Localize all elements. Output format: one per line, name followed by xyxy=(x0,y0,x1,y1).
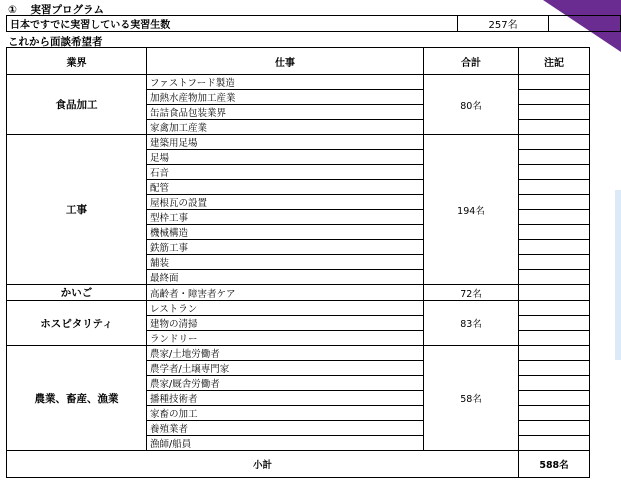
note-cell xyxy=(519,195,590,210)
side-decoration xyxy=(615,190,621,360)
note-cell xyxy=(519,75,590,90)
note-cell xyxy=(519,90,590,105)
note-cell xyxy=(519,331,590,346)
section-number: ① xyxy=(8,4,17,16)
job-cell: 農家/厩舎労働者 xyxy=(147,376,424,391)
job-cell: 加熱水産物加工産業 xyxy=(147,90,424,105)
header-row xyxy=(7,48,590,75)
note-cell xyxy=(519,105,590,120)
program-table xyxy=(6,47,590,478)
job-cell: ファストフード製造 xyxy=(147,75,424,90)
note-cell xyxy=(519,240,590,255)
note-cell xyxy=(519,301,590,316)
summary-label: 日本ですでに実習している実習生数 xyxy=(7,16,458,32)
note-cell xyxy=(519,180,590,195)
job-cell: 石音 xyxy=(147,165,424,180)
table-row xyxy=(7,135,590,150)
summary-value: 257名 xyxy=(457,16,549,32)
job-cell: 建物の清掃 xyxy=(147,316,424,331)
job-cell: 足場 xyxy=(147,150,424,165)
job-cell: 屋根瓦の設置 xyxy=(147,195,424,210)
table-row xyxy=(7,346,590,361)
industry-cell: 食品加工 xyxy=(7,75,147,135)
job-cell: 最終面 xyxy=(147,270,424,285)
note-cell xyxy=(519,225,590,240)
note-cell xyxy=(519,316,590,331)
industry-cell: ホスピタリティ xyxy=(7,301,147,346)
job-cell: 高齢者・障害者ケア xyxy=(147,285,424,301)
industry-cell: 農業、畜産、漁業 xyxy=(7,346,147,451)
job-cell: 鉄筋工事 xyxy=(147,240,424,255)
note-cell xyxy=(519,361,590,376)
total-cell: 72名 xyxy=(424,285,519,301)
note-cell xyxy=(519,285,590,301)
note-cell xyxy=(519,135,590,150)
note-cell xyxy=(519,421,590,436)
note-cell xyxy=(519,210,590,225)
table-row xyxy=(7,75,590,90)
subtotal-value: 588名 xyxy=(519,451,590,478)
job-cell: 農学者/土壌専門家 xyxy=(147,361,424,376)
section-title: 実習プログラム xyxy=(30,4,104,16)
total-cell: 83名 xyxy=(424,301,519,346)
header-job: 仕事 xyxy=(147,48,424,75)
note-cell xyxy=(519,165,590,180)
note-cell xyxy=(519,436,590,451)
subtotal-row xyxy=(7,451,590,478)
total-cell: 58名 xyxy=(424,346,519,451)
header-total: 合計 xyxy=(424,48,519,75)
job-cell: レストラン xyxy=(147,301,424,316)
note-cell xyxy=(519,391,590,406)
job-cell: ランドリー xyxy=(147,331,424,346)
note-cell xyxy=(519,270,590,285)
job-cell: 家畜の加工 xyxy=(147,406,424,421)
summary-empty-cell xyxy=(549,16,621,32)
total-cell: 80名 xyxy=(424,75,519,135)
total-cell: 194名 xyxy=(424,135,519,285)
subtotal-label: 小計 xyxy=(7,451,519,478)
job-cell: 農家/土地労働者 xyxy=(147,346,424,361)
job-cell: 漁師/船員 xyxy=(147,436,424,451)
note-cell xyxy=(519,346,590,361)
job-cell: 建築用足場 xyxy=(147,135,424,150)
job-cell: 播種技術者 xyxy=(147,391,424,406)
header-note: 注記 xyxy=(519,48,590,75)
interview-heading: これから面談希望者 xyxy=(8,36,103,48)
summary-table xyxy=(6,15,621,32)
note-cell xyxy=(519,120,590,135)
job-cell: 養殖業者 xyxy=(147,421,424,436)
job-cell: 舗装 xyxy=(147,255,424,270)
note-cell xyxy=(519,150,590,165)
note-cell xyxy=(519,376,590,391)
note-cell xyxy=(519,255,590,270)
job-cell: 缶詰食品包装業界 xyxy=(147,105,424,120)
job-cell: 配管 xyxy=(147,180,424,195)
table-body xyxy=(7,75,590,451)
job-cell: 型枠工事 xyxy=(147,210,424,225)
table-row xyxy=(7,285,590,301)
job-cell: 機械構造 xyxy=(147,225,424,240)
industry-cell: 工事 xyxy=(7,135,147,285)
note-cell xyxy=(519,406,590,421)
summary-row xyxy=(7,16,621,32)
job-cell: 家禽加工産業 xyxy=(147,120,424,135)
header-industry: 業界 xyxy=(7,48,147,75)
table-row xyxy=(7,301,590,316)
industry-cell: かいご xyxy=(7,285,147,301)
